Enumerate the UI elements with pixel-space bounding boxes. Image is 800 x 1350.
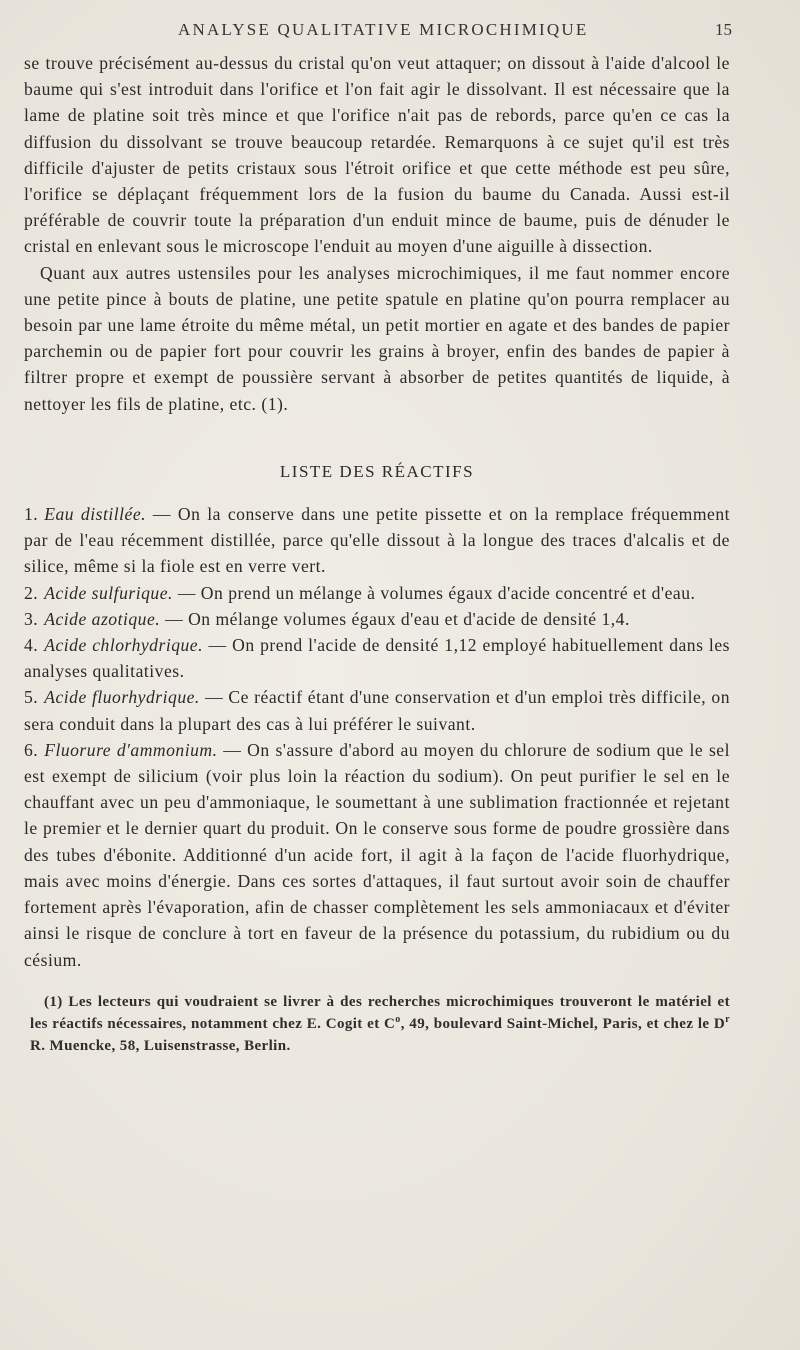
- reactif-number: 2.: [24, 582, 39, 603]
- footnote: [24, 991, 730, 1057]
- reactif-item: [24, 632, 730, 684]
- reactif-description: — On mélange volumes égaux d'eau et d'acide de densité 1,4.: [165, 608, 630, 629]
- reactif-item: [24, 684, 730, 736]
- footnote-marker: (1): [44, 993, 63, 1010]
- running-title: ANALYSE QUALITATIVE MICROCHIMIQUE: [178, 20, 589, 39]
- reactif-item: [24, 580, 730, 606]
- reactif-description: — On s'assure d'abord au moyen du chlorure de sodium que le sel est exempt de silicium (voir plus loin la réaction du sodium). On peut purifier le sel en le chauffant avec un peu d'ammoniaque, le soumettant à une sublimation fractionnée et rejetant le premier et le dernier quart du produit. On le conserve sous forme de poudre grossière dans des tubes d'ébonite. Additionné d'un acide fort, il agit à la façon de l'acide fluorhydrique, mais avec moins d'énergie. Dans ces sortes d'attaques, il faut surtout avoir soin de chauffer fortement après l'évaporation, afin de chasser complètement les sels ammoniacaux et d'éviter ainsi le risque de conclure à tort en faveur de la présence du potassium, du rubidium ou du césium.: [24, 739, 730, 970]
- reactif-number: 3.: [24, 608, 39, 629]
- reactif-description: — Ce réactif étant d'une conservation et d'un emploi très difficile, on sera conduit dans la plupart des cas à lui préférer le suivant.: [24, 687, 730, 734]
- reactif-name: Acide sulfurique.: [44, 582, 173, 603]
- footnote-text: [30, 991, 730, 1057]
- reactif-name: Fluorure d'ammonium.: [44, 739, 218, 760]
- reactif-number: 6.: [24, 739, 39, 760]
- reactif-item: [24, 737, 730, 973]
- paragraph-continuation: se trouve précisément au-dessus du cristal qu'on veut attaquer; on dissout à l'aide d'alcool le baume qui s'est introduit dans l'orifice et l'on fait agir le dissolvant. Il est nécessaire que la lame de platine soit très mince et que l'orifice n'ait pas de rebords, parce qu'en ce cas la diffusion du dissolvant se trouve beaucoup retardée. Remarquons à ce sujet qu'il est très difficile d'ajuster de petits cristaux sous l'étroit orifice et que cette méthode est peu sûre, l'orifice se déplaçant fréquemment lors de la fusion du baume du Canada. Aussi est-il préférable de couvrir toute la préparation d'un enduit mince de baume, puis de dénuder le cristal en enlevant sous le microscope l'enduit au moyen d'une aiguille à dissection.: [24, 53, 730, 257]
- footnote-part: , 49, boulevard Saint-Michel, Paris, et chez le D: [400, 1015, 726, 1032]
- footnote-part: Les lecteurs qui voudraient se livrer à des recherches microchimiques trouveront le matériel et les réactifs nécessaires, notamment chez E. Cogit et C: [30, 993, 730, 1032]
- footnote-part: R. Muencke, 58, Luisenstrasse, Berlin.: [30, 1037, 291, 1054]
- section-heading-reactifs: LISTE DES RÉACTIFS: [279, 461, 475, 481]
- reactif-name: Eau distillée.: [44, 504, 147, 525]
- main-text: [24, 50, 730, 973]
- paragraph-ustensiles: Quant aux autres ustensiles pour les analyses microchimiques, il me faut nommer encore une petite pince à bouts de platine, une petite spatule en platine qu'on pourra remplacer au besoin par une lame étroite du même métal, un petit mortier en agate et des bandes de papier parchemin ou de papier fort pour couvrir les grains à broyer, enfin des bandes de papier à filtrer propre et exempt de poussière servant à absorber de petites quantités de liquide, à nettoyer les fils de platine, etc. (1).: [24, 262, 730, 414]
- footnote-superscript: r: [725, 1013, 730, 1025]
- page-number: 15: [715, 20, 732, 39]
- reactif-item: [24, 501, 730, 580]
- reactif-number: 1.: [24, 504, 39, 525]
- reactif-number: 4.: [24, 635, 39, 656]
- running-head: [24, 18, 730, 46]
- reactif-name: Acide fluorhydrique.: [44, 687, 200, 708]
- reactif-description: — On la conserve dans une petite pissette et on la remplace fréquemment par de l'eau récemment distillée, parce qu'elle dissout à la longue des traces d'alcalis et de silice, même si la fiole est en verre vert.: [24, 504, 731, 577]
- reactif-name: Acide azotique.: [44, 608, 161, 629]
- reactif-name: Acide chlorhydrique.: [44, 635, 204, 656]
- reactif-number: 5.: [24, 687, 39, 708]
- reactif-description: — On prend l'acide de densité 1,12 employé habituellement dans les analyses qualitatives.: [24, 635, 730, 682]
- footnote-superscript: o: [395, 1013, 401, 1025]
- reactif-description: — On prend un mélange à volumes égaux d'acide concentré et d'eau.: [177, 582, 696, 603]
- reactif-item: [24, 606, 730, 632]
